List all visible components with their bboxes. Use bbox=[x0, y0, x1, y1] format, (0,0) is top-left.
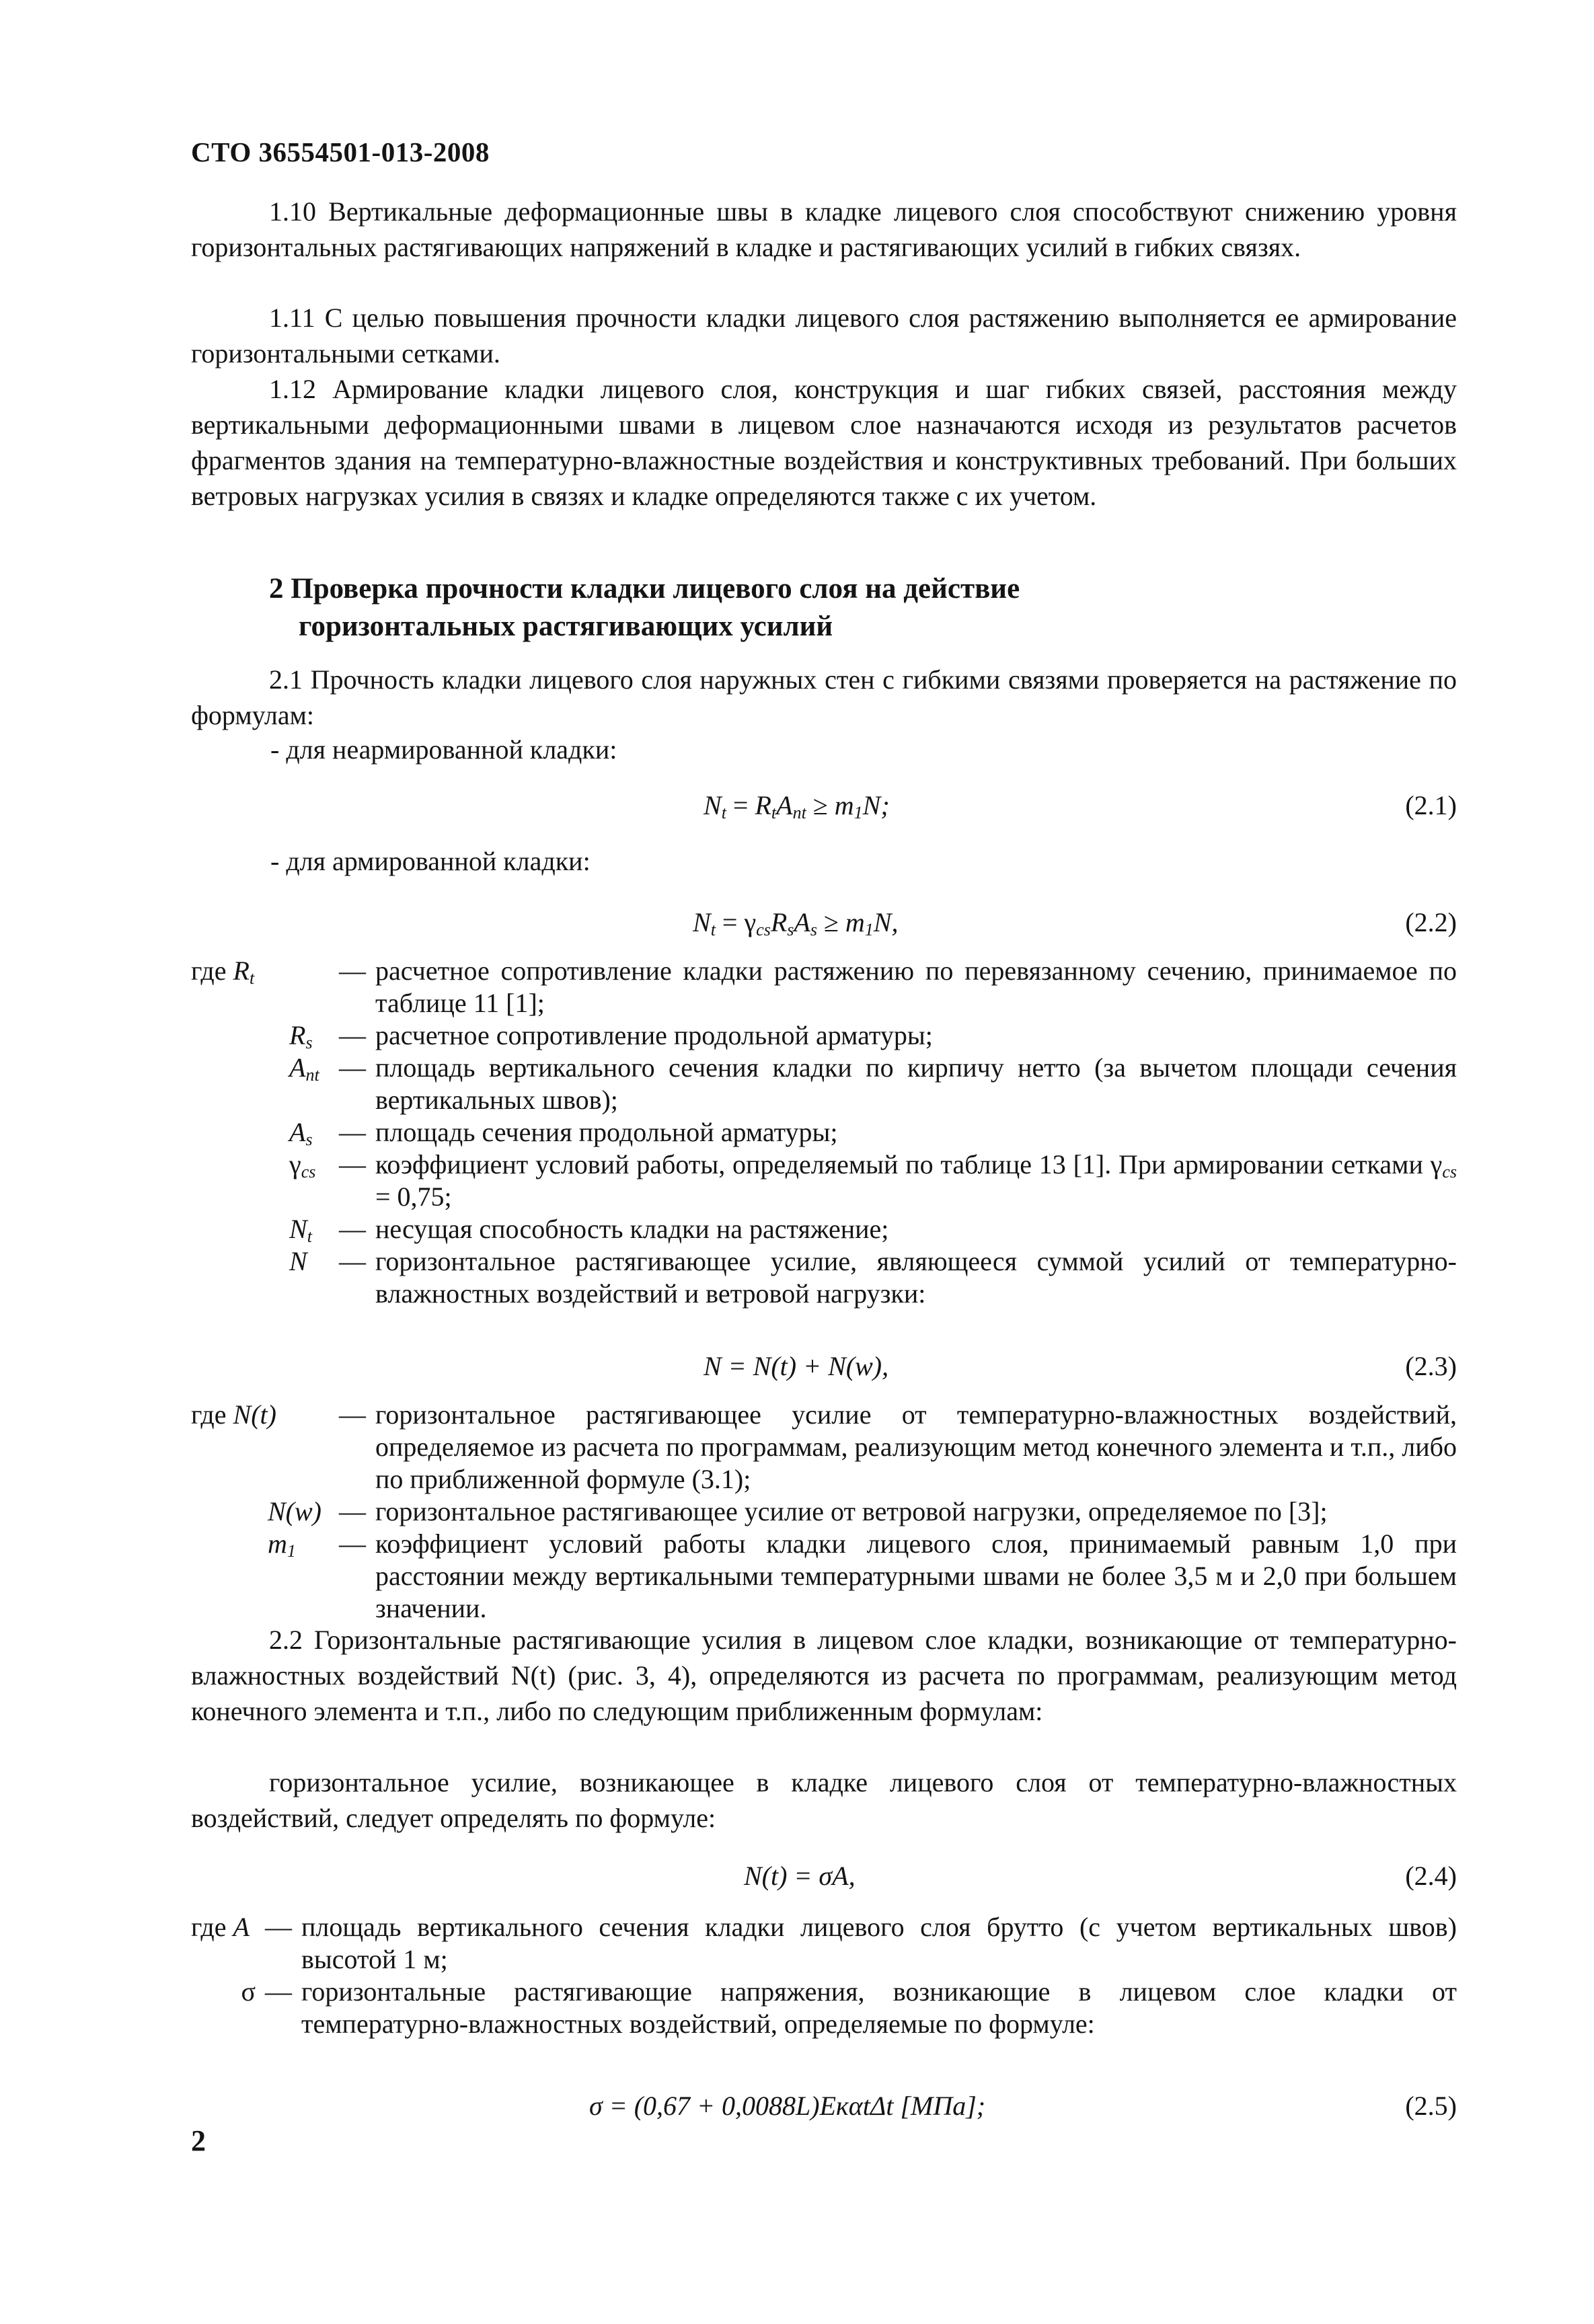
document-code-header: СТО 36554501-013-2008 bbox=[191, 137, 490, 167]
symbol-As: $A_s$ bbox=[289, 1117, 313, 1149]
paragraph-1-10: 1.10 Вертикальные деформационные швы в кладке лицевого слоя способствуют снижению уровня горизонтальных растягивающих напряжений в кладке и растягивающих усилий в гибких связях. bbox=[191, 196, 1457, 262]
section-2-heading-line-1: 2 Проверка прочности кладки лицевого слоя на действие bbox=[269, 573, 1020, 605]
paragraph-2-2-formula-intro: горизонтальное усилие, возникающее в кладке лицевого слоя от температурно-влажностных воздействий, следует определять по формуле: bbox=[191, 1767, 1457, 1833]
symbol-m1: $m_1$ bbox=[268, 1528, 296, 1561]
symbol-Ant: $A_{nt}$ bbox=[289, 1052, 319, 1085]
where-label: где bbox=[191, 956, 227, 986]
paragraph-2-1: 2.1 Прочность кладки лицевого слоя наружных стен с гибкими связями проверяется на растяжение по формулам: bbox=[191, 664, 1457, 730]
definitions-list-3 bbox=[191, 1911, 1457, 2040]
definition-sigma: σ — горизонтальные растягивающие напряжения, возникающие в лицевом слое кладки от температурно-влажностных воздействий, определяемые по формуле: bbox=[241, 1976, 1457, 2039]
definition-Ant: $A_{nt}$ — площадь вертикального сечения кладки по кирпичу нетто (за вычетом площади сечения вертикальных швов); bbox=[289, 1052, 1457, 1115]
symbol-sigma: σ bbox=[241, 1976, 256, 2007]
formula-2-4-number: (2.4) bbox=[1405, 1861, 1457, 1891]
symbol-Rs: $R_s$ bbox=[289, 1020, 313, 1052]
definitions-list-1 bbox=[191, 955, 1457, 1310]
definition-N-w: N(w) — горизонтальное растягивающее усилие от ветровой нагрузки, определяемое по [3]; bbox=[268, 1496, 1328, 1526]
formula-2-3: N = N(t) + N(w), bbox=[704, 1351, 889, 1381]
section-2-heading-line-2: горизонтальных растягивающих усилий bbox=[299, 611, 833, 642]
symbol-gamma-cs: $\gamma_{cs}$ bbox=[289, 1149, 316, 1182]
symbol-N: N bbox=[289, 1246, 307, 1276]
symbol-Nt: $N_t$ bbox=[289, 1214, 312, 1246]
symbol-Rt: $R_t$ bbox=[233, 956, 255, 988]
symbol-A: A bbox=[233, 1912, 250, 1942]
formula-2-2-number: (2.2) bbox=[1405, 907, 1457, 937]
definition-Nt: $N_t$ — несущая способность кладки на растяжение; bbox=[289, 1214, 889, 1246]
formula-2-4: N(t) = σA, bbox=[744, 1861, 856, 1891]
formula-2-1: $N_t = R_tA_{nt} \ge m_1N$; bbox=[704, 790, 890, 822]
definition-Rs: $R_s$ — расчетное сопротивление продольной арматуры; bbox=[289, 1020, 933, 1052]
formula-2-5-number: (2.5) bbox=[1405, 2091, 1457, 2121]
definitions-list-2 bbox=[191, 1399, 1457, 1625]
formula-2-5: σ = (0,67 + 0,0088L)EкαtΔt [МПа]; bbox=[589, 2091, 986, 2121]
definition-A: где A — площадь вертикального сечения кладки лицевого слоя брутто (с учетом вертикальных швов) высотой 1 м; bbox=[191, 1912, 1457, 1974]
formula-2-3-number: (2.3) bbox=[1405, 1351, 1457, 1381]
paragraph-1-12: 1.12 Армирование кладки лицевого слоя, конструкция и шаг гибких связей, расстояния между вертикальными деформационными швами в лицевом слое назначаются исходя из результатов расчетов фрагментов здания на температурно-влажностные воздействия и конструктивных требований. При больших ветровых нагрузках усилия в связях и кладке определяются также с их учетом. bbox=[191, 374, 1457, 511]
formula-2-2: $N_t = \gamma_{cs}R_sA_s \ge m_1N$, bbox=[693, 907, 899, 939]
page-number: 2 bbox=[191, 2124, 206, 2157]
definition-N-t: где N(t) — горизонтальное растягивающее усилие от температурно-влажностных воздействий, определяемое из расчета по программам, реализующим метод конечного элемента и т.п., либо по приближенной формуле (3.1); bbox=[191, 1399, 1457, 1494]
definition-m1: $m_1$ — коэффициент условий работы кладки лицевого слоя, принимаемый равным 1,0 при расстоянии между вертикальными температурными швами не более 3,5 м и 2,0 при большем значении. bbox=[268, 1528, 1457, 1623]
paragraph-1-11: 1.11 С целью повышения прочности кладки лицевого слоя растяжению выполняется ее армирование горизонтальными сетками. bbox=[191, 303, 1457, 369]
definition-As: $A_s$ — площадь сечения продольной арматуры; bbox=[289, 1117, 838, 1149]
definition-gamma-cs: $\gamma_{cs}$ — коэффициент условий работы, определяемый по таблице 13 [1]. При армировании сетками $\gamma_{cs} = 0,75$; bbox=[289, 1149, 1457, 1212]
list-item-unreinforced: - для неармированной кладки: bbox=[270, 734, 617, 765]
definition-N: N — горизонтальное растягивающее усилие, являющееся суммой усилий от температурно-влажностных воздействий и ветровой нагрузки: bbox=[289, 1246, 1457, 1309]
paragraph-2-2: 2.2 Горизонтальные растягивающие усилия в лицевом слое кладки, возникающие от температурно-влажностных воздействий N(t) (рис. 3, 4), определяются из расчета по программам, реализующим метод конечного элемента и т.п., либо по следующим приближенным формулам: bbox=[191, 1625, 1457, 1726]
list-item-reinforced: - для армированной кладки: bbox=[270, 846, 591, 876]
formula-2-1-number: (2.1) bbox=[1405, 790, 1457, 820]
section-2-heading bbox=[269, 570, 1278, 646]
definition-Rt: где $R_t$ — расчетное сопротивление кладки растяжению по перевязанному сечению, принимаемое по таблице 11 [1]; bbox=[191, 956, 1457, 1018]
